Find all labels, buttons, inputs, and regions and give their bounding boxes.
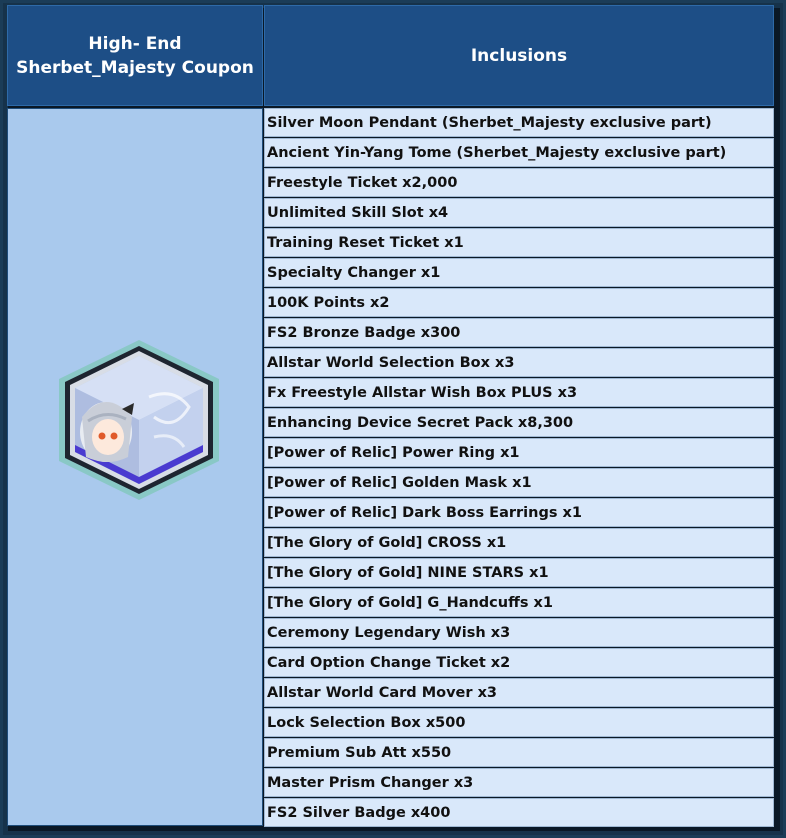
list-item: [The Glory of Gold] NINE STARS x1 — [264, 558, 774, 587]
list-item: Specialty Changer x1 — [264, 258, 774, 287]
list-item: Premium Sub Att x550 — [264, 738, 774, 767]
list-item: [The Glory of Gold] G_Handcuffs x1 — [264, 588, 774, 617]
list-item: 100K Points x2 — [264, 288, 774, 317]
list-item: Card Option Change Ticket x2 — [264, 648, 774, 677]
list-item: Master Prism Changer x3 — [264, 768, 774, 797]
list-item: [The Glory of Gold] CROSS x1 — [264, 528, 774, 557]
list-item: Allstar World Card Mover x3 — [264, 678, 774, 707]
inclusions-header-label: Inclusions — [470, 45, 568, 66]
coupon-header-line1: High- End — [88, 33, 182, 54]
list-item: Training Reset Ticket x1 — [264, 228, 774, 257]
list-item: Unlimited Skill Slot x4 — [264, 198, 774, 227]
list-item: Silver Moon Pendant (Sherbet_Majesty exclusive part) — [264, 108, 774, 137]
coupon-image-cell — [7, 108, 263, 826]
list-item: Ceremony Legendary Wish x3 — [264, 618, 774, 647]
list-item: Freestyle Ticket x2,000 — [264, 168, 774, 197]
list-item: [Power of Relic] Dark Boss Earrings x1 — [264, 498, 774, 527]
list-item: Ancient Yin-Yang Tome (Sherbet_Majesty exclusive part) — [264, 138, 774, 167]
list-item: Fx Freestyle Allstar Wish Box PLUS x3 — [264, 378, 774, 407]
list-item: [Power of Relic] Power Ring x1 — [264, 438, 774, 467]
coupon-header-line2: Sherbet_Majesty Coupon — [16, 57, 254, 78]
inclusions-list — [264, 108, 774, 828]
hexagon-cube-character-icon — [54, 337, 224, 503]
list-item: Allstar World Selection Box x3 — [264, 348, 774, 377]
list-item: Enhancing Device Secret Pack x8,300 — [264, 408, 774, 437]
inclusions-column-header — [264, 5, 774, 106]
list-item: Lock Selection Box x500 — [264, 708, 774, 737]
list-item: FS2 Silver Badge x400 — [264, 798, 774, 827]
list-item: FS2 Bronze Badge x300 — [264, 318, 774, 347]
coupon-column-header — [7, 5, 263, 106]
list-item: [Power of Relic] Golden Mask x1 — [264, 468, 774, 497]
